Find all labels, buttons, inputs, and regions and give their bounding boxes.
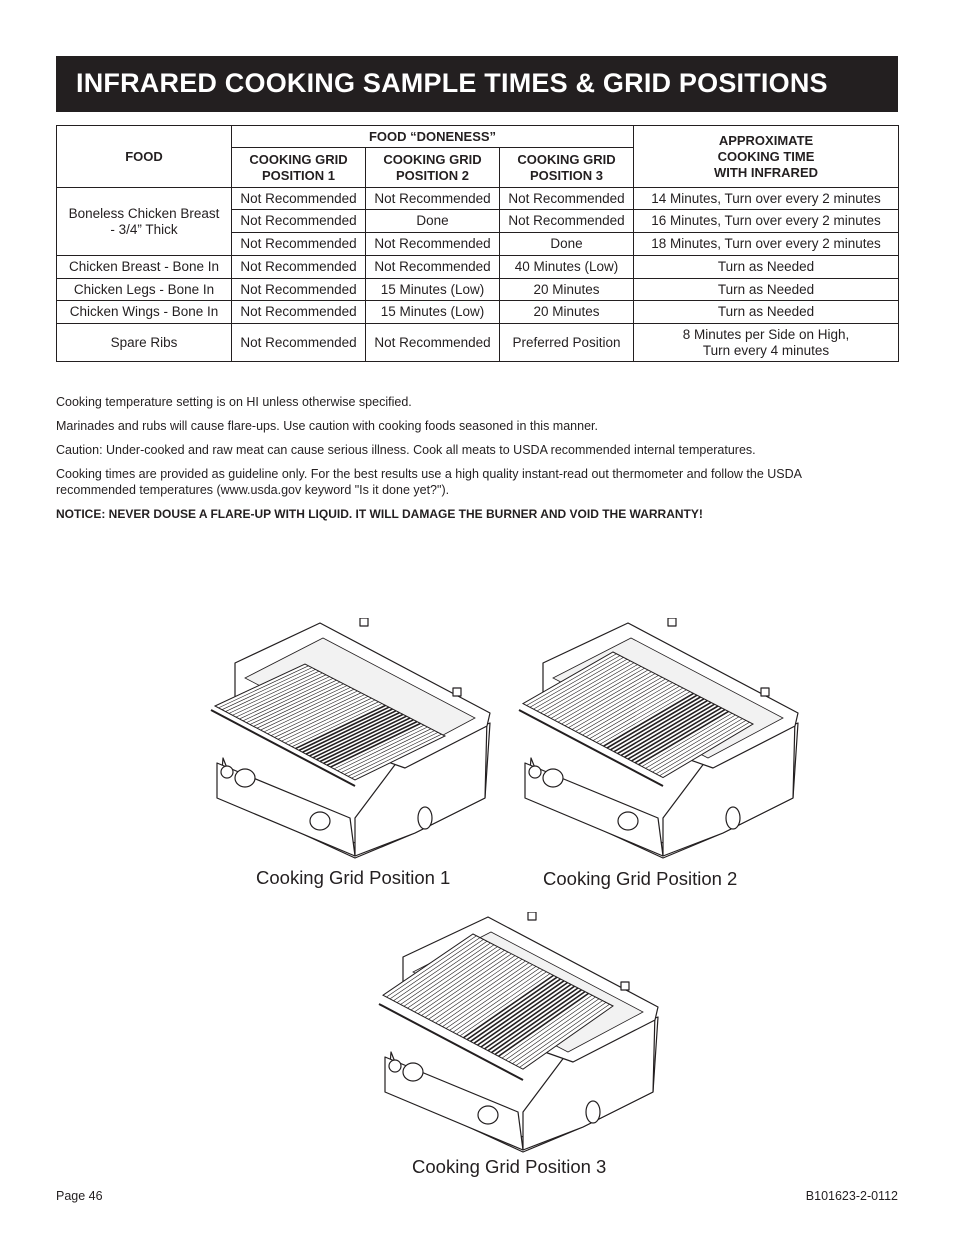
knob: [478, 1106, 498, 1124]
cell-time: 16 Minutes, Turn over every 2 minutes: [634, 210, 899, 233]
hinge: [360, 618, 368, 626]
side-vent: [418, 807, 432, 829]
igniter-button: [221, 766, 233, 778]
title-bar: [56, 56, 898, 112]
page-title: INFRARED COOKING SAMPLE TIMES & GRID POSITIONS: [76, 68, 828, 98]
note-marinades: Marinades and rubs will cause flare-ups. Use caution with cooking foods seasoned in this manner.: [56, 419, 598, 433]
caption-position-2: Cooking Grid Position 2: [543, 868, 738, 889]
cell-p3: 40 Minutes (Low): [500, 256, 634, 279]
cell-food: Chicken Breast - Bone In: [57, 256, 232, 279]
table-row: [57, 256, 899, 279]
hinge: [761, 688, 769, 696]
cell-p1: Not Recommended: [232, 279, 366, 301]
knob: [543, 769, 563, 787]
table-row: [57, 279, 899, 301]
side-vent: [726, 807, 740, 829]
cell-p3: Not Recommended: [500, 210, 634, 233]
caption-position-1: Cooking Grid Position 1: [256, 867, 451, 888]
cell-p1: Not Recommended: [232, 188, 366, 210]
cell-p1: Not Recommended: [232, 210, 366, 233]
notice-flare-up: NOTICE: NEVER DOUSE A FLARE-UP WITH LIQUID. IT WILL DAMAGE THE BURNER AND VOID THE WARRANTY!: [56, 507, 703, 521]
knob: [235, 769, 255, 787]
cell-p2: 15 Minutes (Low): [366, 279, 500, 301]
grill-illustration-position-1: [205, 618, 495, 863]
notes: [56, 394, 906, 530]
cell-p1: Not Recommended: [232, 233, 366, 256]
header-position-1: COOKING GRID POSITION 1: [232, 148, 366, 188]
note-guideline: Cooking times are provided as guideline only. For the best results use a high quality instant-read out thermometer and follow the USDA recommended temperatures (www.usda.gov keyword "Is it done yet?").: [56, 467, 802, 497]
header-position-3: COOKING GRID POSITION 3: [500, 148, 634, 188]
header-food: FOOD: [57, 126, 232, 188]
cell-p2: Not Recommended: [366, 188, 500, 210]
cell-time: 14 Minutes, Turn over every 2 minutes: [634, 188, 899, 210]
header-position-2: COOKING GRID POSITION 2: [366, 148, 500, 188]
table-row: [57, 301, 899, 324]
hinge: [528, 912, 536, 920]
header-cooking-time: APPROXIMATE COOKING TIME WITH INFRARED: [634, 126, 899, 188]
cell-p3: Preferred Position: [500, 324, 634, 362]
grill-illustration-position-2: [513, 618, 803, 863]
note-temperature: Cooking temperature setting is on HI unless otherwise specified.: [56, 395, 412, 409]
cell-time: 8 Minutes per Side on High, Turn every 4 minutes: [634, 324, 899, 362]
igniter-button: [389, 1060, 401, 1072]
header-doneness: FOOD “DONENESS”: [232, 126, 634, 148]
knob: [310, 812, 330, 830]
knob: [403, 1063, 423, 1081]
igniter-button: [529, 766, 541, 778]
cell-time: Turn as Needed: [634, 256, 899, 279]
cell-p2: Not Recommended: [366, 256, 500, 279]
grill-illustration-position-3: [373, 912, 663, 1157]
cell-food: Chicken Legs - Bone In: [57, 279, 232, 301]
document-number: B101623-2-0112: [805, 1189, 898, 1203]
cell-time: Turn as Needed: [634, 279, 899, 301]
hinge: [668, 618, 676, 626]
cell-p2: Not Recommended: [366, 233, 500, 256]
side-vent: [586, 1101, 600, 1123]
table-row: [57, 324, 899, 362]
hinge: [453, 688, 461, 696]
cell-food: Spare Ribs: [57, 324, 232, 362]
cell-time: 18 Minutes, Turn over every 2 minutes: [634, 233, 899, 256]
cell-food: Chicken Wings - Bone In: [57, 301, 232, 324]
cell-p1: Not Recommended: [232, 324, 366, 362]
caption-position-3: Cooking Grid Position 3: [412, 1156, 607, 1177]
cell-p2: Not Recommended: [366, 324, 500, 362]
cell-food: Boneless Chicken Breast - 3/4” Thick: [57, 188, 232, 256]
cell-time: Turn as Needed: [634, 301, 899, 324]
cell-p3: Done: [500, 233, 634, 256]
knob: [618, 812, 638, 830]
page-number: Page 46: [56, 1189, 103, 1203]
cell-p1: Not Recommended: [232, 301, 366, 324]
hinge: [621, 982, 629, 990]
cooking-times-table: [56, 125, 899, 362]
cell-p1: Not Recommended: [232, 256, 366, 279]
table-row: [57, 188, 899, 210]
note-caution: Caution: Under-cooked and raw meat can cause serious illness. Cook all meats to USDA recommended internal temperatures.: [56, 443, 756, 457]
cell-p3: 20 Minutes: [500, 301, 634, 324]
cell-p2: 15 Minutes (Low): [366, 301, 500, 324]
cell-p3: Not Recommended: [500, 188, 634, 210]
cell-p3: 20 Minutes: [500, 279, 634, 301]
cell-p2: Done: [366, 210, 500, 233]
